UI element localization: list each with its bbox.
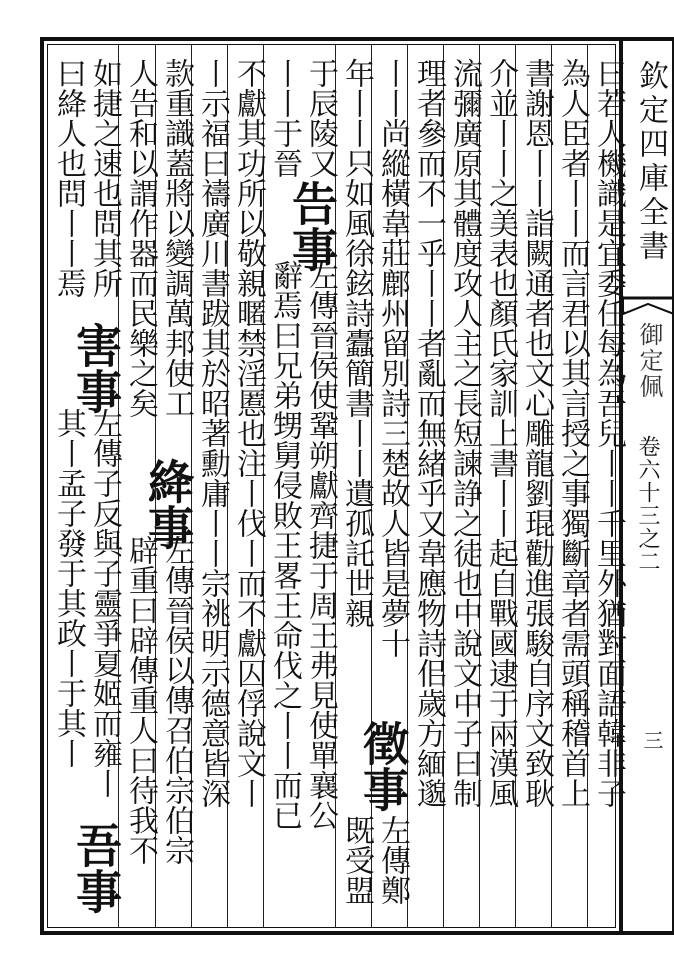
text-column-15: 如捷之速也問其所 bbox=[87, 58, 122, 298]
text-column-13: 款重識蓋將以變調萬邦使工 bbox=[159, 58, 194, 418]
book-title: 欽定四庫全書 bbox=[633, 60, 668, 264]
zheng-shi-small: 既受盟 bbox=[339, 815, 374, 905]
text-column-3: 書謝恩丨丨詣闕通者也文心雕龍劉琨勸進張駿自序文致耿 bbox=[519, 58, 554, 808]
fish-tail-icon bbox=[623, 294, 674, 318]
text-column-7 bbox=[374, 58, 410, 658]
text-column-11: 不獻其功所以敬親暱禁淫慝也注丨伐丨而不獻囚俘說文丨 bbox=[231, 58, 266, 808]
text-column-8 bbox=[338, 58, 374, 628]
headword-hai-shi: 害事 bbox=[69, 322, 123, 414]
headword-zheng-shi: 徵事 bbox=[356, 720, 410, 812]
headword-jiang-shi: 絳事 bbox=[141, 458, 195, 550]
text-column-14: 人告和以謂作器而民樂之矣 bbox=[123, 58, 158, 418]
headword-gao-shi: 告事 bbox=[285, 180, 339, 272]
column-8-text: 年丨丨只如風徐鉉詩蠹簡書丨丨遺孤託世親 bbox=[339, 58, 374, 628]
column-7-text: 丨丨尚縱橫韋莊鄜州留別詩三楚故人皆是夢十 bbox=[375, 58, 410, 658]
text-column-2: 為人臣者丨丨而言君以其言授之事獨斷章者需頭稱稽首上 bbox=[555, 58, 590, 808]
text-column-5: 流彌廣原其體度攻人主之長短諫諍之徒也中說文中子曰制 bbox=[447, 58, 482, 808]
headword-wu-shi: 吾事 bbox=[69, 822, 123, 914]
volume-number: 卷六十三之二 bbox=[635, 435, 660, 573]
hai-shi-note: 左傳子反與子靈爭夏姬而雍丨 bbox=[87, 408, 122, 798]
headword-wu-shi-block bbox=[50, 822, 123, 914]
headword-gao-shi-block bbox=[266, 180, 339, 272]
text-column-4: 介並丨丨之美表也顏氏家訓上書丨丨起自戰國逮于兩漢風 bbox=[483, 58, 518, 808]
hai-shi-small: 其丨孟子發于其政丨于其丨 bbox=[51, 408, 86, 768]
page-number: 三 bbox=[640, 730, 664, 750]
jiang-shi-note: 左傳晉侯以傳召伯宗伯宗 bbox=[159, 535, 194, 865]
text-column-9: 于辰陵又 bbox=[303, 58, 338, 178]
text-column-10: 丨丨于晉 bbox=[267, 58, 302, 178]
text-column-6: 理者參而不一乎丨丨者亂而無緒乎又韋應物詩佀歲方緬邈 bbox=[411, 58, 446, 808]
gao-shi-note: 左傳晉侯使鞏朔獻齊捷于周王弗見使單襄公 bbox=[303, 260, 338, 830]
gao-shi-small: 辭焉曰兄弟甥舅侵敗王畧王命伐之丨丨而已 bbox=[267, 260, 302, 830]
jiang-shi-small: 辟重曰辟傳重人曰待我不 bbox=[123, 535, 158, 865]
section-title: 御定佩 bbox=[635, 322, 663, 400]
text-column-16: 曰絳人也問丨丨焉 bbox=[51, 58, 86, 298]
headword-hai-shi-block bbox=[50, 322, 123, 414]
text-column-12: 丨示福曰禱廣川書跋其於昭著勳庸丨丨宗祧明示德意皆深 bbox=[195, 58, 230, 808]
headword-zheng-shi-block bbox=[337, 720, 410, 812]
text-column-1: 曰若人機識是宜委任每為吾兒丨丨千里外猶對面語韓非子 bbox=[591, 58, 626, 808]
zheng-shi-note: 左傳鄭 bbox=[375, 815, 410, 905]
